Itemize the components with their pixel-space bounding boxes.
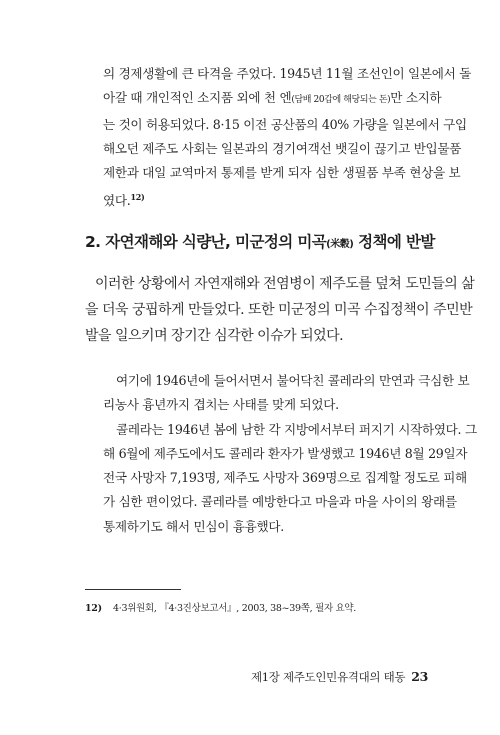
- text-line: 리농사 흉년까지 겹치는 사태를 맞게 되었다.: [103, 397, 339, 413]
- footnote-number: 12): [85, 603, 102, 614]
- text-line: 여기에 1946년에 들어서면서 불어닥친 콜레라의 만연과 극심한 보: [116, 373, 470, 388]
- footnote: [85, 600, 356, 614]
- footnote-reference: 12): [130, 192, 145, 203]
- inline-note: (담배 20갑에 해당되는 돈): [291, 95, 391, 106]
- text-line: 통제하기도 해서 민심이 흉흉했다.: [103, 518, 284, 534]
- text-line: 였다.$^{12)}$: [103, 192, 145, 209]
- text-line: 해오던 제주도 사회는 일본과의 경기여객선 뱃길이 끊기고 반입물품: [103, 140, 462, 156]
- running-footer: [251, 669, 428, 685]
- body-paragraph: [85, 271, 475, 349]
- text-line: 아갈 때 개인적인 소지품 외에 천 엔(담배 20갑에 해당되는 돈)만 소지하: [103, 90, 442, 106]
- text-line: 제한과 대일 교역마저 통제를 받게 되자 심한 생필품 부족 현상을 보: [103, 165, 461, 181]
- text-line: 발을 일으키며 장기간 심각한 이슈가 되었다.: [85, 328, 344, 344]
- text-line: 이러한 상황에서 자연재해와 전염병이 제주도를 덮쳐 도민들의 삶: [95, 276, 475, 292]
- text-line: 전국 사망자 7,193명, 제주도 사망자 369명으로 집계할 정도로 피해: [103, 470, 467, 486]
- footnote-divider: [85, 589, 181, 590]
- text-line: 의 경제생활에 큰 타격을 주었다. 1945년 11월 조선인이 일본에서 돌: [103, 66, 472, 81]
- chapter-title: 제1장 제주도인민유격대의 태동: [250, 670, 406, 684]
- text-line: 가 심한 편이었다. 콜레라를 예방한다고 마을과 마을 사이의 왕래를: [103, 494, 457, 510]
- section-heading: 2. 자연재해와 식량난, 미군정의 미곡(米穀) 정책에 반발: [85, 233, 435, 251]
- text-line: 해 6월에 제주도에서도 콜레라 환자가 발생했고 1946년 8월 29일자: [103, 445, 468, 461]
- footnote-text: 4·3위원회, 『4·3진상보고서』, 2003, 38~39쪽, 필자 요약.: [113, 603, 357, 614]
- text-line: 콜레라는 1946년 봄에 남한 각 지방에서부터 퍼지기 시작하였다. 그: [116, 421, 477, 437]
- heading-hanja: (米穀): [326, 239, 354, 250]
- quoted-passage-bottom: [103, 369, 477, 539]
- page-number: 23: [411, 669, 428, 684]
- text-line: 을 더욱 궁핍하게 만들었다. 또한 미군정의 미곡 수집정책이 주민반: [85, 302, 473, 318]
- text-line: 는 것이 허용되었다. 8·15 이전 공산품의 40% 가량을 일본에서 구입: [103, 116, 467, 132]
- quoted-passage-top: [103, 62, 472, 214]
